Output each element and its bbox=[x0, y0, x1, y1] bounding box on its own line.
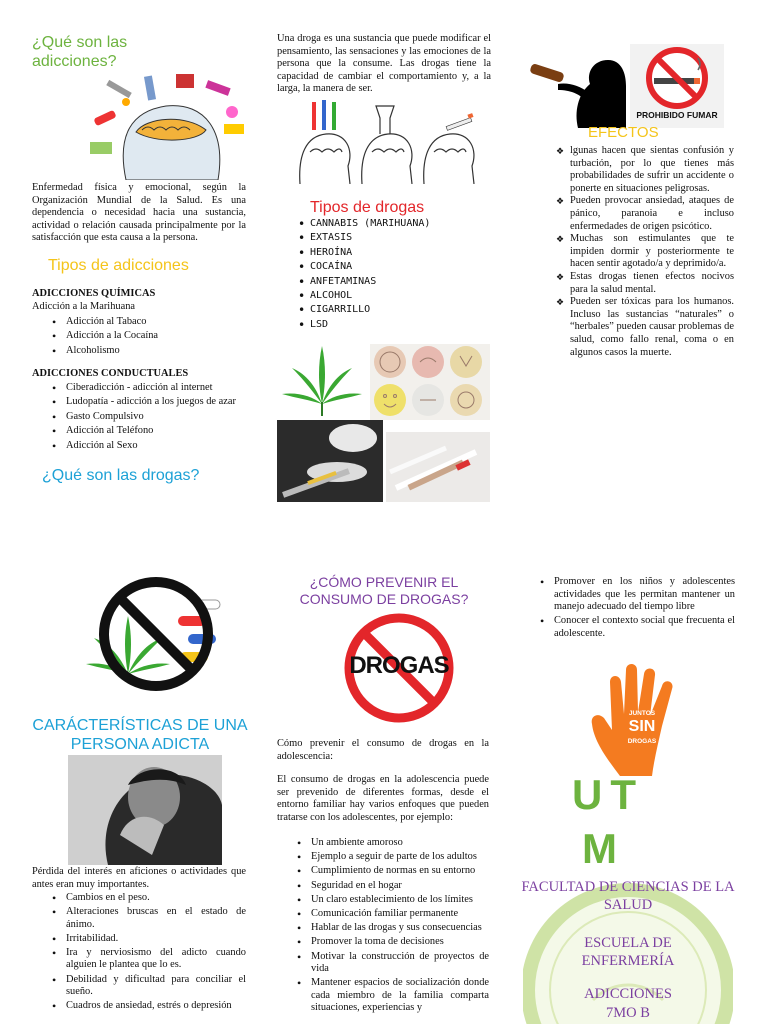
addiction-illustration bbox=[86, 72, 252, 180]
list-item: • Mantener espacios de socialización donde cada miembro de la familia comparta situaciones, experiencias y bbox=[277, 977, 489, 1015]
no-drugs-illustration bbox=[68, 576, 246, 692]
prevention-list bbox=[277, 837, 489, 1017]
list-item: • ANFETAMINAS bbox=[296, 275, 486, 289]
list-item: • Alteraciones bruscas en el estado de ánimo. bbox=[32, 906, 246, 931]
no-drugs-sign-text: DROGAS bbox=[349, 652, 449, 679]
list-item: ❖ Pueden ser tóxicas para los humanos. Incluso las sustancias “naturales” o “herbales” pueden causar problemas de salud, como fallo renal, coma o en algunos casos la muerte. bbox=[556, 296, 734, 359]
list-item: • Motivar la construcción de proyectos de vida bbox=[277, 951, 489, 976]
list-item: • Un claro establecimiento de los límites bbox=[277, 894, 489, 907]
list-item: • Adicción a la Cocaína bbox=[32, 329, 248, 343]
characteristics-intro: Pérdida del interés en aficiones o actividades que antes eran muy importantes. bbox=[32, 866, 246, 890]
list-item: • Debilidad y dificultad para conciliar el sueño. bbox=[32, 974, 246, 999]
prevention-question: Cómo prevenir el consumo de drogas en la adolescencia: bbox=[277, 738, 489, 762]
school-name: ESCUELA DE ENFERMERÍA bbox=[581, 935, 675, 969]
list-item: • Conocer el contexto social que frecuenta el adolescente. bbox=[520, 615, 735, 640]
list-item: ❖ Pueden provocar ansiedad, ataques de pánico, paranoia e incluso enfermedades de origen psicótico. bbox=[556, 195, 734, 233]
heading-addict-characteristics: CARÁCTERÍSTICAS DE UNA PERSONA ADICTA bbox=[32, 717, 248, 753]
list-item: • Ira y nerviosismo del adicto cuando alguien le plantea que lo es. bbox=[32, 947, 246, 972]
list-item: • CIGARRILLO bbox=[296, 303, 486, 317]
subject-name: ADICCIONES bbox=[584, 986, 672, 1002]
list-item: • Adicción al Sexo bbox=[32, 439, 248, 453]
prevention-paragraph: El consumo de drogas en la adolescencia puede ser prevenido de diferentes formas, desde el entorno familiar hay varios enfoques que pueden tratarse con los adolescentes, por ejemplo: bbox=[277, 774, 489, 823]
list-item: • Adicción al Tabaco bbox=[32, 315, 248, 329]
level-name: 7MO B bbox=[606, 1005, 650, 1021]
effects-list bbox=[556, 145, 734, 359]
list-item: • Un ambiente amoroso bbox=[277, 837, 489, 850]
list-item: • Comunicación familiar permanente bbox=[277, 908, 489, 921]
list-item: • Cumplimiento de normas en su entorno bbox=[277, 865, 489, 878]
addict-person-image bbox=[68, 755, 222, 865]
list-item: • Ciberadicción - adicción al internet bbox=[32, 381, 248, 395]
no-smoking-sign bbox=[630, 44, 724, 128]
powder-lines-image bbox=[386, 432, 490, 502]
faculty-name: FACULTAD DE CIENCIAS DE LA SALUD bbox=[521, 879, 735, 913]
characteristics-list bbox=[32, 892, 246, 1014]
list-item: • Cuadros de ansiedad, estrés o depresión bbox=[32, 1000, 246, 1013]
list-item: • ALCOHOL bbox=[296, 289, 486, 303]
list-item: • Adicción al Teléfono bbox=[32, 424, 248, 438]
list-item: • Alcoholismo bbox=[32, 344, 248, 358]
cannabis-leaf-image bbox=[282, 344, 362, 418]
utm-logo-line1: UT bbox=[572, 771, 644, 818]
hand-logo bbox=[590, 660, 694, 776]
list-item: • CANNABIS (MARIHUANA) bbox=[296, 217, 486, 231]
cocaine-syringe-image bbox=[277, 420, 383, 502]
hand-text-sin: SIN bbox=[628, 718, 656, 735]
list-item: • EXTASIS bbox=[296, 231, 486, 245]
drug-types-list bbox=[296, 217, 486, 332]
heading-what-are-drugs: ¿Qué son las drogas? bbox=[42, 467, 200, 484]
drinking-silhouette-image bbox=[528, 56, 626, 128]
heads-illustration bbox=[296, 100, 476, 184]
hand-text-juntos: JUNTOS bbox=[628, 710, 656, 717]
behavioral-list bbox=[32, 381, 248, 453]
list-item: • COCAÍNA bbox=[296, 260, 486, 274]
list-item: • Cambios en el peso. bbox=[32, 892, 246, 905]
list-item: ❖ lgunas hacen que sientas confusión y turbación, por lo que tienes más probabilidades de sufrir un accidente o ponerte en situaciones peligrosas. bbox=[556, 145, 734, 195]
utm-logo-line2: M bbox=[582, 825, 617, 872]
list-item: • Irritabilidad. bbox=[32, 933, 246, 946]
list-item: • Seguridad en el hogar bbox=[277, 880, 489, 893]
chemical-intro: Adicción a la Marihuana bbox=[32, 301, 135, 312]
addiction-definition: Enfermedad física y emocional, según la Organización Mundial de la Salud. Es una dependencia o necesidad hacia una sustancia, actividad o relación causada principalmente por la satisfacción que esta causa a la persona. bbox=[32, 182, 246, 244]
list-item: • Ludopatía - adicción a los juegos de azar bbox=[32, 395, 248, 409]
list-item: • Gasto Compulsivo bbox=[32, 410, 248, 424]
list-item: ❖ Estas drogas tienen efectos nocivos para la salud mental. bbox=[556, 271, 734, 296]
list-item: • Hablar de las drogas y sus consecuencias bbox=[277, 922, 489, 935]
drug-definition: Una droga es una sustancia que puede modificar el pensamiento, las sensaciones y las emociones de la persona que la consume. Las drogas tiene la capacidad de cambiar el comportamiento y, a la larga, la manera de ser. bbox=[277, 33, 491, 95]
hand-text-drogas: DROGAS bbox=[627, 738, 657, 745]
heading-drug-types: Tipos de drogas bbox=[310, 199, 425, 216]
heading-addiction-types: Tipos de adicciones bbox=[48, 257, 189, 274]
heading-what-are-addictions: ¿Qué son las adicciones? bbox=[32, 34, 128, 70]
list-item: • Promover la toma de decisiones bbox=[277, 936, 489, 949]
list-item: • HEROÍNA bbox=[296, 246, 486, 260]
behavioral-addictions-title: ADICCIONES CONDUCTUALES bbox=[32, 368, 189, 379]
heading-effects: EFECTOS bbox=[588, 124, 659, 141]
no-smoking-text: PROHIBIDO FUMAR bbox=[636, 110, 718, 120]
list-item: • Ejemplo a seguir de parte de los adultos bbox=[277, 851, 489, 864]
list-item: • LSD bbox=[296, 318, 486, 332]
no-drugs-sign bbox=[340, 612, 458, 724]
chemical-list bbox=[32, 315, 248, 358]
list-item: • Promover en los niños y adolescentes actividades que les permitan mantener un manejo adecuado del tiempo libre bbox=[520, 576, 735, 614]
chemical-addictions-title: ADICCIONES QUÍMICAS bbox=[32, 288, 156, 299]
heading-how-to-prevent: ¿CÓMO PREVENIR EL CONSUMO DE DROGAS? bbox=[299, 574, 469, 607]
pills-image bbox=[370, 344, 490, 420]
prevention-list-continued bbox=[520, 576, 735, 642]
list-item: ❖ Muchas son estimulantes que te impiden dormir y posteriormente te hacen sentir agotado/a y deprimido/a. bbox=[556, 233, 734, 271]
